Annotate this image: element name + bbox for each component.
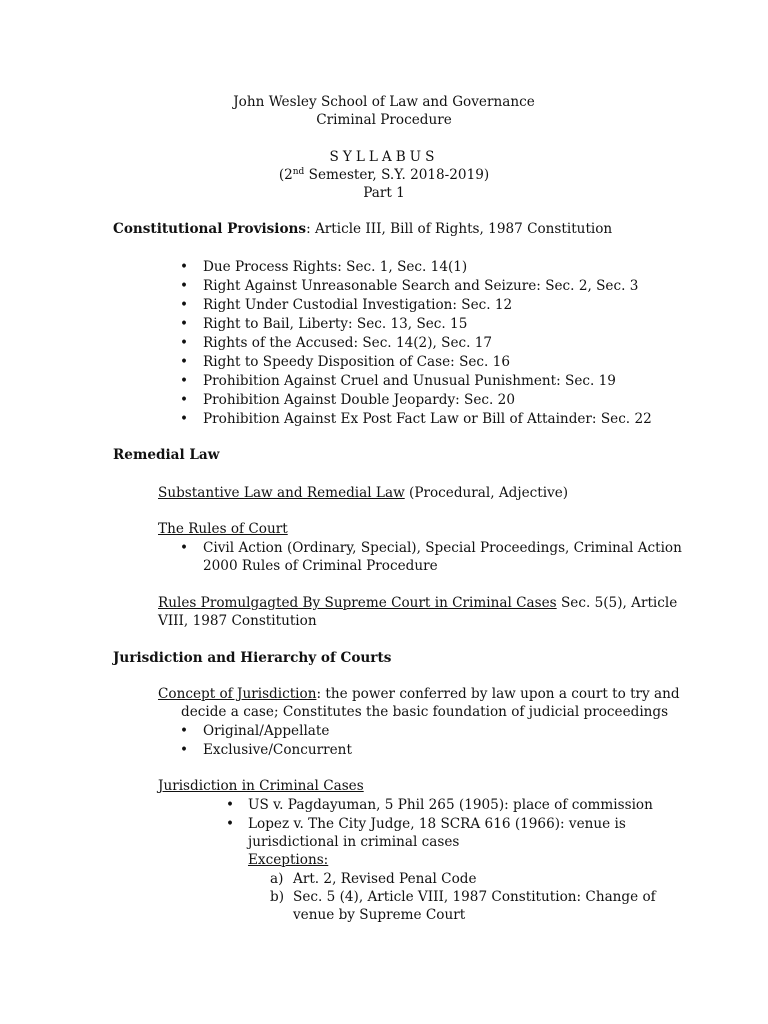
bullet-icon: • xyxy=(180,259,189,275)
bullet-icon: • xyxy=(180,335,189,351)
list-item: Exclusive/Concurrent xyxy=(203,742,352,758)
exception-b-label: b) xyxy=(270,889,285,905)
promulgated-line xyxy=(158,594,677,613)
criminal-jurisdiction-title: Jurisdiction in Criminal Cases xyxy=(158,778,364,794)
constitutional-heading xyxy=(113,220,612,239)
part-label: Part 1 xyxy=(363,185,405,201)
bullet-icon: • xyxy=(180,373,189,389)
concept-line-2: decide a case; Constitutes the basic foundation of judicial proceedings xyxy=(181,704,669,720)
concept-line xyxy=(158,685,680,704)
remedial-heading: Remedial Law xyxy=(113,447,220,463)
semester-rest: Semester, S.Y. 2018-2019) xyxy=(304,167,490,183)
list-item: Right Under Custodial Investigation: Sec. 12 xyxy=(203,297,513,313)
constitutional-heading-label: Constitutional Provisions xyxy=(113,221,307,237)
exception-b-continued: venue by Supreme Court xyxy=(293,907,466,923)
syllabus-title: SYLLABUS xyxy=(329,149,439,165)
course-title: Criminal Procedure xyxy=(316,112,452,128)
case-item-continued: jurisdictional in criminal cases xyxy=(248,834,460,850)
school-name: John Wesley School of Law and Governance xyxy=(233,94,535,110)
promulgated-title: Rules Promulgagted By Supreme Court in Criminal Cases xyxy=(158,595,557,611)
list-item: Original/Appellate xyxy=(203,723,330,739)
case-item: Lopez v. The City Judge, 18 SCRA 616 (1966): venue is xyxy=(248,816,626,832)
exception-b: Sec. 5 (4), Article VIII, 1987 Constitution: Change of xyxy=(293,889,656,905)
semester-line xyxy=(0,166,768,185)
list-item: Right to Bail, Liberty: Sec. 13, Sec. 15 xyxy=(203,316,468,332)
bullet-icon: • xyxy=(180,297,189,313)
concept-rest: : the power conferred by law upon a court to try and xyxy=(316,686,680,702)
bullet-icon: • xyxy=(180,411,189,427)
substantive-law-rest: (Procedural, Adjective) xyxy=(404,485,569,501)
concept-title: Concept of Jurisdiction xyxy=(158,686,317,702)
list-item: Rights of the Accused: Sec. 14(2), Sec. 17 xyxy=(203,335,493,351)
bullet-icon: • xyxy=(180,540,189,556)
bullet-icon: • xyxy=(180,278,189,294)
bullet-icon: • xyxy=(226,797,235,813)
list-item: Right to Speedy Disposition of Case: Sec. 16 xyxy=(203,354,510,370)
bullet-icon: • xyxy=(180,742,189,758)
substantive-law-title: Substantive Law and Remedial Law xyxy=(158,485,405,501)
list-item: Prohibition Against Cruel and Unusual Punishment: Sec. 19 xyxy=(203,373,616,389)
bullet-icon: • xyxy=(180,354,189,370)
substantive-law-line xyxy=(158,484,568,503)
semester-open: (2 xyxy=(278,167,293,183)
bullet-icon: • xyxy=(180,723,189,739)
constitutional-heading-rest: : Article III, Bill of Rights, 1987 Constitution xyxy=(306,221,613,237)
list-item: Due Process Rights: Sec. 1, Sec. 14(1) xyxy=(203,259,468,275)
rules-of-court-title: The Rules of Court xyxy=(158,521,288,537)
exception-a: Art. 2, Revised Penal Code xyxy=(293,871,477,887)
promulgated-rest: Sec. 5(5), Article xyxy=(556,595,678,611)
exceptions-title: Exceptions: xyxy=(248,852,329,868)
bullet-icon: • xyxy=(180,316,189,332)
bullet-icon: • xyxy=(180,392,189,408)
list-item: Prohibition Against Ex Post Fact Law or Bill of Attainder: Sec. 22 xyxy=(203,411,652,427)
promulgated-line-2: VIII, 1987 Constitution xyxy=(158,613,317,629)
list-item: Prohibition Against Double Jeopardy: Sec. 20 xyxy=(203,392,515,408)
list-item: Right Against Unreasonable Search and Seizure: Sec. 2, Sec. 3 xyxy=(203,278,639,294)
list-item: Civil Action (Ordinary, Special), Special Proceedings, Criminal Action xyxy=(203,540,682,556)
list-item-continued: 2000 Rules of Criminal Procedure xyxy=(203,558,438,574)
bullet-icon: • xyxy=(226,816,235,832)
case-item: US v. Pagdayuman, 5 Phil 265 (1905): place of commission xyxy=(248,797,653,813)
semester-sup: nd xyxy=(292,167,305,177)
exception-a-label: a) xyxy=(270,871,284,887)
jurisdiction-heading: Jurisdiction and Hierarchy of Courts xyxy=(113,650,392,666)
